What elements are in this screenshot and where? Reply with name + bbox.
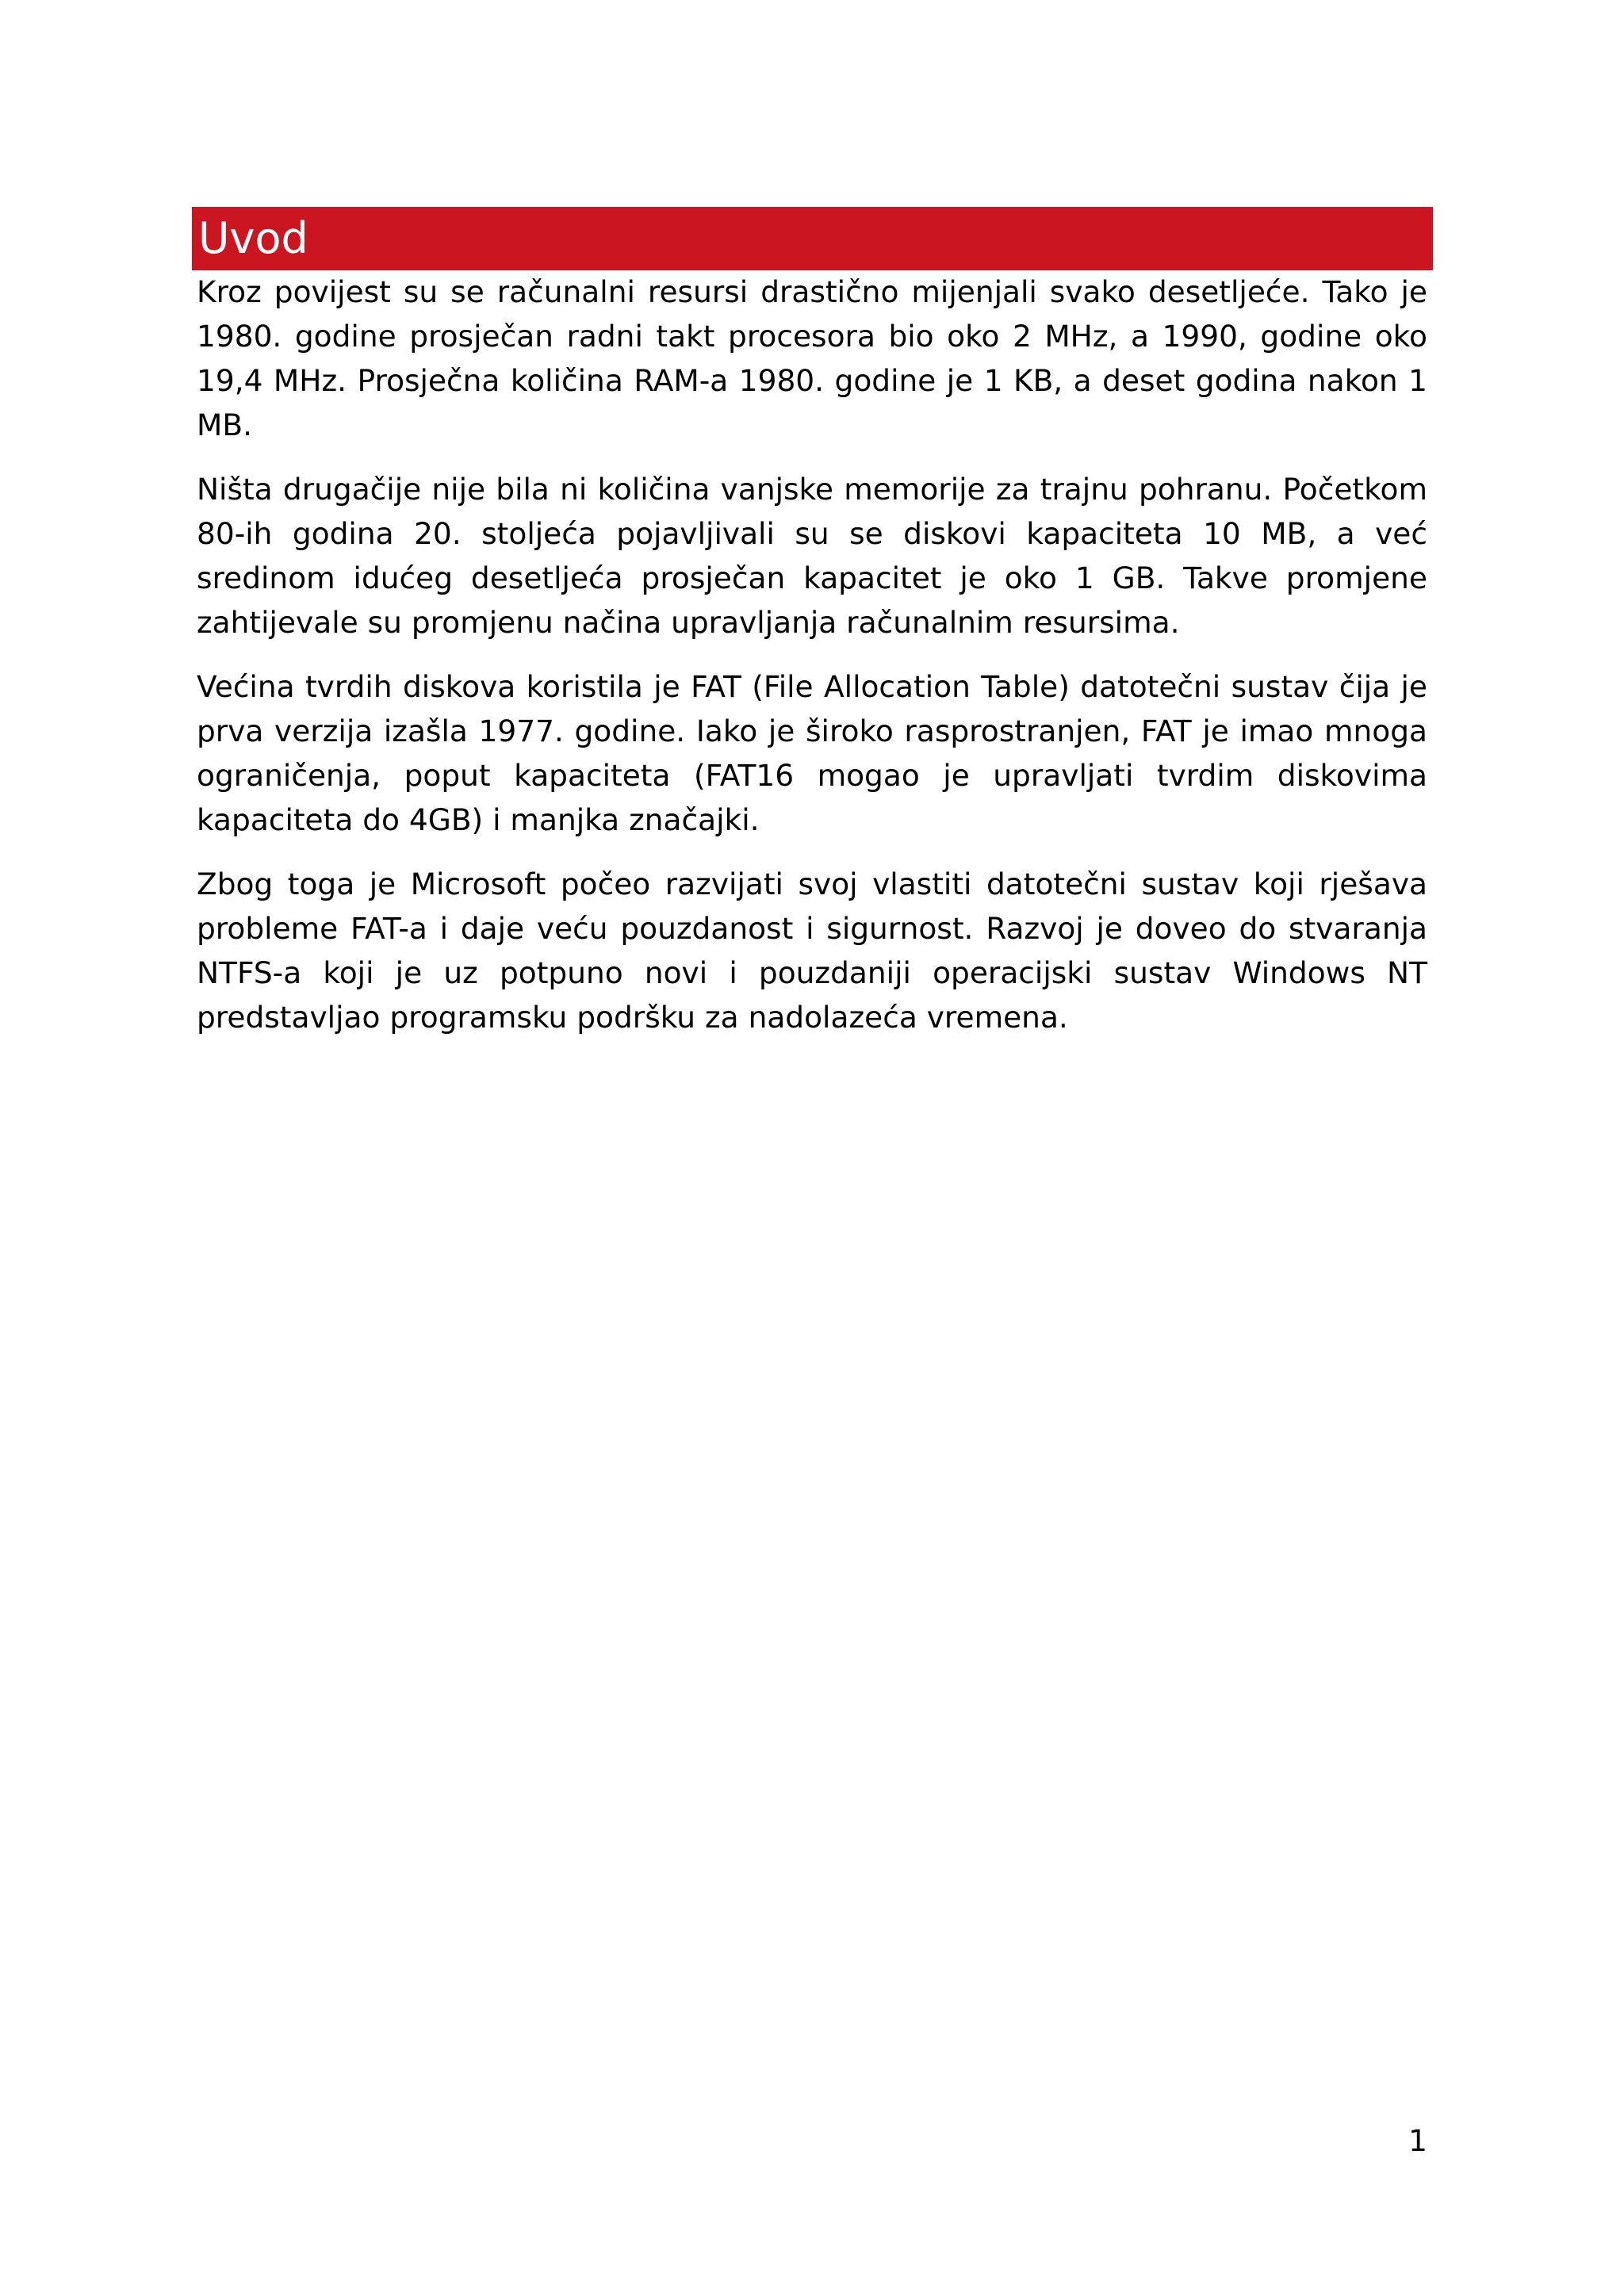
- paragraph-2: Ništa drugačije nije bila ni količina vanjske memorije za trajnu pohranu. Početkom 80-ih godina 20. stoljeća pojavljivali su se diskovi kapaciteta 10 MB, a već sredinom idućeg desetljeća prosječan kapacitet je oko 1 GB. Takve promjene zahtijevale su promjenu načina upravljanja računalnim resursima.: [197, 472, 1427, 640]
- section-heading-bar: [192, 207, 1433, 270]
- paragraph-3: Većina tvrdih diskova koristila je FAT (File Allocation Table) datotečni sustav čija je prva verzija izašla 1977. godine. Iako je široko rasprostranjen, FAT je imao mnoga ograničenja, poput kapaciteta (FAT16 mogao je upravljati tvrdim diskovima kapaciteta do 4GB) i manjka značajki.: [197, 669, 1427, 837]
- paragraph-1: Kroz povijest su se računalni resursi drastično mijenjali svako desetljeće. Tako je 1980. godine prosječan radni takt procesora bio oko 2 MHz, a 1990, godine oko 19,4 MHz. Prosječna količina RAM-a 1980. godine je 1 KB, a deset godina nakon 1 MB.: [197, 274, 1427, 442]
- paragraph-4: Zbog toga je Microsoft počeo razvijati svoj vlastiti datotečni sustav koji rješava probleme FAT-a i daje veću pouzdanost i sigurnost. Razvoj je doveo do stvaranja NTFS-a koji je uz potpuno novi i pouzdaniji operacijski sustav Windows NT predstavljao programsku podršku za nadolazeća vremena.: [197, 867, 1427, 1035]
- page-number: 1: [1408, 2123, 1427, 2158]
- section-title: Uvod: [198, 213, 308, 263]
- body-text: [197, 270, 1427, 1059]
